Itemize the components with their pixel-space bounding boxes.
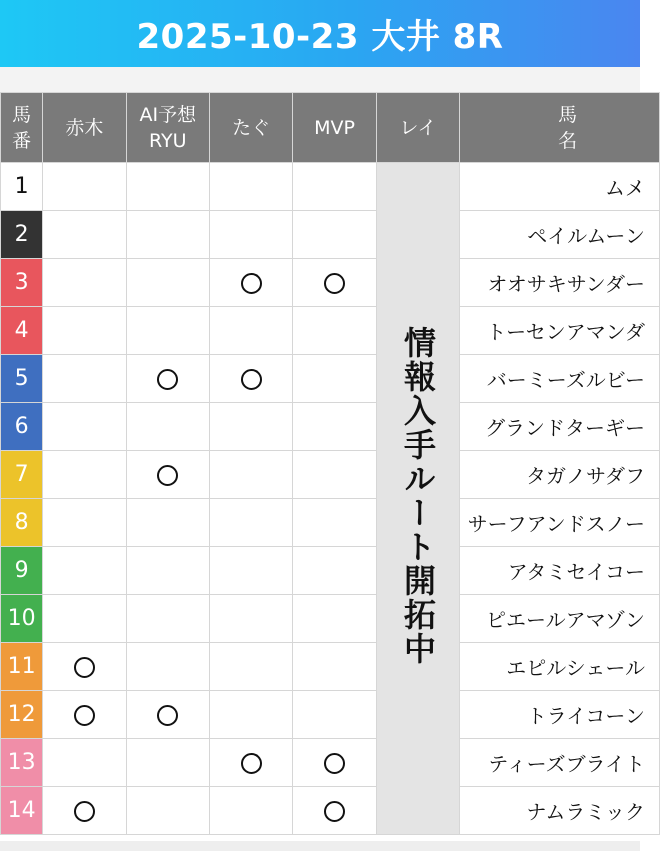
mark-cell-tagu xyxy=(209,163,292,211)
horse-name: アタミセイコー xyxy=(460,547,660,595)
mark-cell-mvp xyxy=(293,211,376,259)
table-row xyxy=(1,499,660,547)
circle-mark-icon xyxy=(324,753,345,774)
header-rei: レイ xyxy=(376,93,459,163)
circle-mark-icon xyxy=(74,657,95,678)
race-title: 2025-10-23 大井 8R xyxy=(136,17,504,57)
horse-name: グランドターギー xyxy=(460,403,660,451)
mark-cell-akagi xyxy=(43,643,126,691)
horse-name: ピエールアマゾン xyxy=(460,595,660,643)
circle-mark-icon xyxy=(324,273,345,294)
header-ai-ryu xyxy=(126,93,209,163)
mark-cell-akagi xyxy=(43,595,126,643)
rei-column-note xyxy=(376,163,459,835)
mark-cell-ai xyxy=(126,211,209,259)
mark-cell-akagi xyxy=(43,211,126,259)
mark-cell-akagi xyxy=(43,403,126,451)
race-header xyxy=(0,0,640,67)
horse-name: ムメ xyxy=(460,163,660,211)
horse-name: タガノサダフ xyxy=(460,451,660,499)
table-row xyxy=(1,163,660,211)
circle-mark-icon xyxy=(74,801,95,822)
mark-cell-mvp xyxy=(293,595,376,643)
horse-number: 6 xyxy=(1,403,43,451)
horse-name: オオサキサンダー xyxy=(460,259,660,307)
horse-number: 4 xyxy=(1,307,43,355)
table-row xyxy=(1,691,660,739)
horse-name: トーセンアマンダ xyxy=(460,307,660,355)
mark-cell-mvp xyxy=(293,451,376,499)
mark-cell-akagi xyxy=(43,787,126,835)
mark-cell-mvp xyxy=(293,643,376,691)
horse-name: トライコーン xyxy=(460,691,660,739)
table-row xyxy=(1,739,660,787)
horse-number: 2 xyxy=(1,211,43,259)
mark-cell-akagi xyxy=(43,307,126,355)
horse-name: サーフアンドスノー xyxy=(460,499,660,547)
mark-cell-tagu xyxy=(209,307,292,355)
horse-number: 12 xyxy=(1,691,43,739)
mark-cell-akagi xyxy=(43,451,126,499)
mark-cell-ai xyxy=(126,787,209,835)
horse-name: ペイルムーン xyxy=(460,211,660,259)
header-akagi: 赤木 xyxy=(43,93,126,163)
mark-cell-tagu xyxy=(209,355,292,403)
circle-mark-icon xyxy=(157,465,178,486)
mark-cell-ai xyxy=(126,355,209,403)
circle-mark-icon xyxy=(241,753,262,774)
prediction-table xyxy=(0,92,660,835)
rei-note-text: 情報入手ルート開拓中 xyxy=(398,325,437,666)
mark-cell-ai xyxy=(126,595,209,643)
circle-mark-icon xyxy=(241,369,262,390)
horse-name: エピルシェール xyxy=(460,643,660,691)
mark-cell-ai xyxy=(126,451,209,499)
header-horse-name xyxy=(460,93,660,163)
horse-number: 5 xyxy=(1,355,43,403)
mark-cell-akagi xyxy=(43,547,126,595)
horse-number: 9 xyxy=(1,547,43,595)
horse-number: 14 xyxy=(1,787,43,835)
circle-mark-icon xyxy=(157,705,178,726)
header-spacer xyxy=(0,67,640,92)
mark-cell-tagu xyxy=(209,259,292,307)
mark-cell-ai xyxy=(126,547,209,595)
mark-cell-akagi xyxy=(43,739,126,787)
table-row xyxy=(1,307,660,355)
mark-cell-mvp xyxy=(293,355,376,403)
circle-mark-icon xyxy=(324,801,345,822)
header-ai-line1: AI予想 xyxy=(139,103,197,126)
mark-cell-mvp xyxy=(293,403,376,451)
horse-number: 10 xyxy=(1,595,43,643)
table-row xyxy=(1,643,660,691)
mark-cell-akagi xyxy=(43,163,126,211)
bottom-strip xyxy=(0,841,640,851)
mark-cell-tagu xyxy=(209,739,292,787)
mark-cell-mvp xyxy=(293,499,376,547)
header-tagu: たぐ xyxy=(209,93,292,163)
mark-cell-tagu xyxy=(209,211,292,259)
table-row xyxy=(1,595,660,643)
mark-cell-ai xyxy=(126,259,209,307)
horse-number: 1 xyxy=(1,163,43,211)
mark-cell-tagu xyxy=(209,547,292,595)
circle-mark-icon xyxy=(241,273,262,294)
table-row xyxy=(1,547,660,595)
mark-cell-tagu xyxy=(209,787,292,835)
table-row xyxy=(1,211,660,259)
mark-cell-akagi xyxy=(43,259,126,307)
header-umaban-text: 馬番 xyxy=(12,103,32,152)
table-row xyxy=(1,451,660,499)
mark-cell-ai xyxy=(126,643,209,691)
mark-cell-ai xyxy=(126,499,209,547)
mark-cell-tagu xyxy=(209,595,292,643)
table-row xyxy=(1,355,660,403)
horse-number: 11 xyxy=(1,643,43,691)
mark-cell-mvp xyxy=(293,547,376,595)
horse-number: 7 xyxy=(1,451,43,499)
mark-cell-tagu xyxy=(209,643,292,691)
circle-mark-icon xyxy=(157,369,178,390)
mark-cell-tagu xyxy=(209,691,292,739)
header-mvp: MVP xyxy=(293,93,376,163)
table-row xyxy=(1,403,660,451)
mark-cell-mvp xyxy=(293,307,376,355)
mark-cell-mvp xyxy=(293,739,376,787)
mark-cell-ai xyxy=(126,691,209,739)
table-header-row xyxy=(1,93,660,163)
mark-cell-ai xyxy=(126,163,209,211)
horse-number: 8 xyxy=(1,499,43,547)
mark-cell-tagu xyxy=(209,451,292,499)
mark-cell-mvp xyxy=(293,163,376,211)
horse-number: 3 xyxy=(1,259,43,307)
table-row xyxy=(1,259,660,307)
mark-cell-mvp xyxy=(293,259,376,307)
mark-cell-ai xyxy=(126,307,209,355)
circle-mark-icon xyxy=(74,705,95,726)
header-ai-line2: RYU xyxy=(149,129,187,152)
mark-cell-tagu xyxy=(209,403,292,451)
horse-name: ナムラミック xyxy=(460,787,660,835)
horse-name: ティーズブライト xyxy=(460,739,660,787)
mark-cell-ai xyxy=(126,403,209,451)
mark-cell-akagi xyxy=(43,499,126,547)
mark-cell-ai xyxy=(126,739,209,787)
mark-cell-akagi xyxy=(43,355,126,403)
table-row xyxy=(1,787,660,835)
horse-name: バーミーズルビー xyxy=(460,355,660,403)
mark-cell-mvp xyxy=(293,787,376,835)
horse-number: 13 xyxy=(1,739,43,787)
mark-cell-mvp xyxy=(293,691,376,739)
header-horse-name-text: 馬名 xyxy=(558,103,578,152)
mark-cell-akagi xyxy=(43,691,126,739)
mark-cell-tagu xyxy=(209,499,292,547)
header-umaban xyxy=(1,93,43,163)
